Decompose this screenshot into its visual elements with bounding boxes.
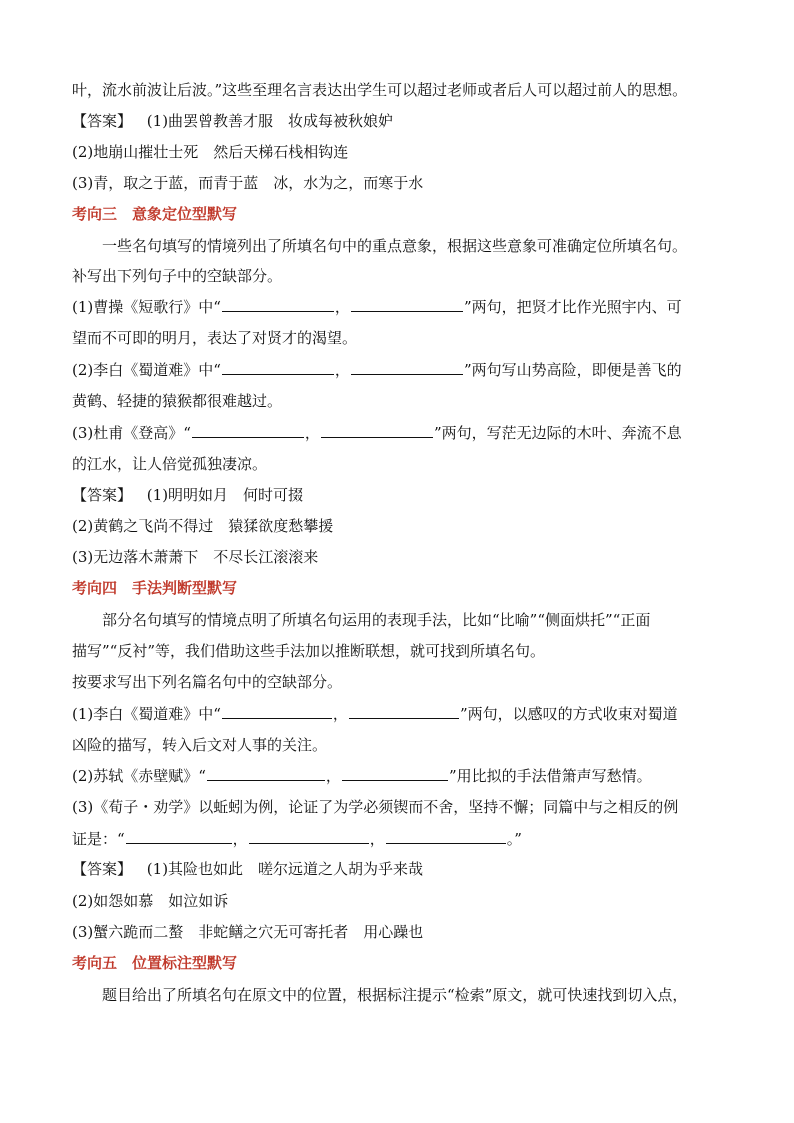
section-heading: 考向四 手法判断型默写 (72, 579, 238, 597)
question-text: ”两句，写茫无边际的木叶、奔流不息 (433, 424, 682, 442)
question-line: 的江水，让人倍觉孤独凄凉。 (72, 455, 268, 473)
question-line (72, 423, 682, 443)
question-line: 凶险的描写，转入后文对人事的关注。 (72, 736, 328, 754)
paragraph-line: 补写出下列句子中的空缺部分。 (72, 267, 283, 285)
question-text: (2)李白《蜀道难》中“ (72, 361, 221, 379)
answer-blank[interactable] (207, 766, 325, 781)
answer-label: 【答案】 (72, 860, 133, 878)
question-line (72, 766, 652, 786)
answer-blank[interactable] (222, 297, 334, 312)
paragraph-line: 部分名句填写的情境点明了所填名句运用的表现手法，比如“比喻”“侧面烘托”“正面 (102, 611, 651, 629)
question-text: ”两句，把贤才比作光照宇内、可 (463, 298, 682, 316)
answer-line (72, 111, 393, 131)
question-text: ”用比拟的手法借箫声写愁情。 (448, 767, 652, 785)
answer-blank[interactable] (192, 423, 304, 438)
answer-blank[interactable] (321, 423, 433, 438)
paragraph-line: 按要求写出下列名篇名句中的空缺部分。 (72, 673, 343, 691)
question-line (72, 360, 682, 380)
question-text: ”两句写山势高险，即便是善飞的 (463, 361, 682, 379)
paragraph-line: 一些名句填写的情境列出了所填名句中的重点意象，根据这些意象可准确定位所填名句。 (102, 237, 688, 255)
question-text: (1)李白《蜀道难》中“ (72, 705, 221, 723)
answer-line (72, 859, 423, 879)
answer-line: (2)如怨如慕 如泣如诉 (72, 892, 229, 910)
answer-text: (1)曲罢曾教善才服 妆成每被秋娘妒 (146, 112, 394, 130)
question-text: 。” (506, 830, 522, 848)
answer-line (72, 485, 303, 505)
blank-separator: ， (325, 767, 341, 785)
answer-blank[interactable] (349, 704, 459, 719)
question-text: (1)曹操《短歌行》中“ (72, 298, 221, 316)
answer-label: 【答案】 (72, 112, 133, 130)
answer-blank[interactable] (386, 829, 506, 844)
question-text: (2)苏轼《赤壁赋》“ (72, 767, 206, 785)
answer-blank[interactable] (249, 829, 369, 844)
question-line (72, 704, 678, 724)
question-line (72, 297, 682, 317)
question-text: (3)杜甫《登高》“ (72, 424, 191, 442)
question-text: 证是：“ (72, 830, 125, 848)
blank-separator: ， (369, 830, 385, 848)
answer-blank[interactable] (351, 297, 463, 312)
paragraph-line: 描写”“反衬”等，我们借助这些手法加以推断联想，就可找到所填名句。 (72, 642, 546, 660)
paragraph-line: 叶，流水前波让后波。”这些至理名言表达出学生可以超过老师或者后人可以超过前人的思想。 (72, 81, 688, 99)
blank-separator: ， (334, 361, 350, 379)
blank-separator: ， (304, 424, 320, 442)
answer-line: (3)青，取之于蓝，而青于蓝 冰，水为之，而寒于水 (72, 174, 424, 192)
question-line: 黄鹤、轻捷的猿猴都很难越过。 (72, 392, 283, 410)
answer-blank[interactable] (351, 360, 463, 375)
answer-blank[interactable] (222, 704, 332, 719)
answer-line: (2)黄鹤之飞尚不得过 猿猱欲度愁攀援 (72, 517, 334, 535)
answer-blank[interactable] (342, 766, 448, 781)
answer-line: (2)地崩山摧壮士死 然后天梯石栈相钩连 (72, 143, 349, 161)
question-line (72, 829, 522, 849)
answer-text: (1)其险也如此 嗟尔远道之人胡为乎来哉 (146, 860, 424, 878)
answer-label: 【答案】 (72, 486, 133, 504)
blank-separator: ， (334, 298, 350, 316)
question-text: ”两句，以感叹的方式收束对蜀道 (459, 705, 678, 723)
section-heading: 考向五 位置标注型默写 (72, 954, 238, 972)
answer-blank[interactable] (126, 829, 232, 844)
answer-line: (3)无边落木萧萧下 不尽长江滚滚来 (72, 548, 319, 566)
answer-blank[interactable] (222, 360, 334, 375)
blank-separator: ， (332, 705, 348, 723)
section-heading: 考向三 意象定位型默写 (72, 205, 238, 223)
paragraph-line: 题目给出了所填名句在原文中的位置，根据标注提示“检索”原文，就可快速找到切入点， (102, 986, 688, 1004)
question-line: 望而不可即的明月，表达了对贤才的渴望。 (72, 329, 358, 347)
blank-separator: ， (232, 830, 248, 848)
answer-line: (3)蟹六跪而二螯 非蛇鳝之穴无可寄托者 用心躁也 (72, 923, 424, 941)
answer-text: (1)明明如月 何时可掇 (146, 486, 304, 504)
question-line: (3)《荀子・劝学》以蚯蚓为例，论证了为学必须锲而不舍，坚持不懈；同篇中与之相反的例 (72, 798, 679, 816)
